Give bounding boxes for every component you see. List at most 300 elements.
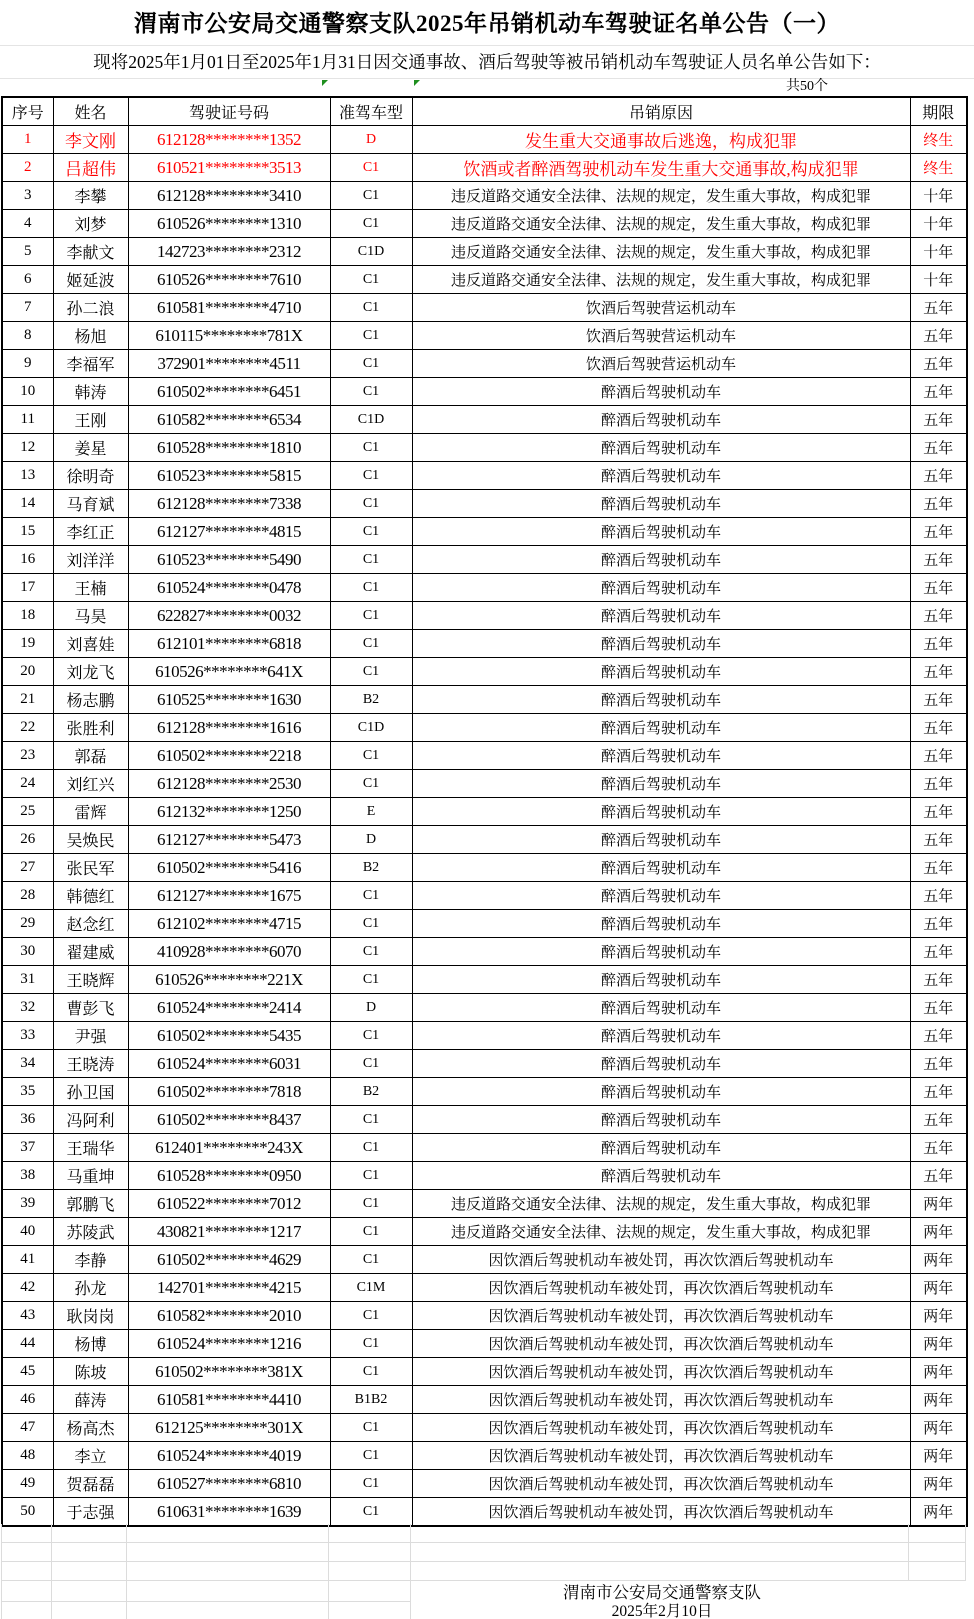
empty-grid-cell <box>909 1524 966 1543</box>
cell-name: 于志强 <box>53 1498 128 1527</box>
cell-license: 610527********6810 <box>128 1470 330 1498</box>
footer-organization: 渭南市公安局交通警察支队 <box>563 1583 761 1602</box>
table-row <box>2 854 967 882</box>
empty-grid-cell <box>411 1562 909 1581</box>
cell-name: 杨旭 <box>53 322 128 350</box>
table-row <box>2 1162 967 1190</box>
cell-period: 五年 <box>910 574 967 602</box>
empty-grid-cell <box>127 1524 329 1543</box>
cell-period: 五年 <box>910 518 967 546</box>
cell-reason: 醉酒后驾驶机动车 <box>412 462 910 490</box>
cell-license: 610581********4410 <box>128 1386 330 1414</box>
cell-license: 612128********7338 <box>128 490 330 518</box>
cell-type: E <box>330 798 412 826</box>
cell-reason: 醉酒后驾驶机动车 <box>412 518 910 546</box>
table-row <box>2 238 967 266</box>
table-row <box>2 210 967 238</box>
cell-period: 五年 <box>910 1134 967 1162</box>
header-name: 姓名 <box>53 97 128 126</box>
cell-no: 32 <box>2 994 53 1022</box>
cell-period: 五年 <box>910 294 967 322</box>
cell-name: 李文刚 <box>53 126 128 154</box>
cell-reason: 因饮酒后驾驶机动车被处罚，再次饮酒后驾驶机动车 <box>412 1386 910 1414</box>
cell-type: C1 <box>330 1498 412 1527</box>
cell-name: 李静 <box>53 1246 128 1274</box>
cell-no: 48 <box>2 1442 53 1470</box>
cell-period: 五年 <box>910 826 967 854</box>
cell-type: C1 <box>330 1470 412 1498</box>
cell-no: 29 <box>2 910 53 938</box>
cell-flag-triangle-icon <box>414 80 420 86</box>
cell-license: 610526********221X <box>128 966 330 994</box>
cell-reason: 违反道路交通安全法律、法规的规定，发生重大事故，构成犯罪 <box>412 266 910 294</box>
cell-type: B2 <box>330 1078 412 1106</box>
table-row <box>2 966 967 994</box>
cell-reason: 醉酒后驾驶机动车 <box>412 966 910 994</box>
page-subtitle: 现将2025年1月01日至2025年1月31日因交通事故、酒后驾驶等被吊销机动车驾驶证人员名单公告如下： <box>0 46 974 79</box>
cell-license: 410928********6070 <box>128 938 330 966</box>
cell-name: 王晓涛 <box>53 1050 128 1078</box>
cell-name: 赵念红 <box>53 910 128 938</box>
cell-reason: 醉酒后驾驶机动车 <box>412 490 910 518</box>
cell-name: 孙卫国 <box>53 1078 128 1106</box>
cell-period: 五年 <box>910 714 967 742</box>
cell-type: C1 <box>330 602 412 630</box>
cell-period: 终生 <box>910 154 967 182</box>
cell-license: 610502********8437 <box>128 1106 330 1134</box>
cell-reason: 醉酒后驾驶机动车 <box>412 938 910 966</box>
cell-license: 612128********3410 <box>128 182 330 210</box>
empty-grid-cell <box>52 1543 127 1562</box>
cell-period: 五年 <box>910 322 967 350</box>
empty-grid-cell <box>329 1524 411 1543</box>
cell-name: 冯阿利 <box>53 1106 128 1134</box>
cell-period: 五年 <box>910 686 967 714</box>
cell-type: C1 <box>330 1246 412 1274</box>
cell-name: 孙龙 <box>53 1274 128 1302</box>
cell-type: C1 <box>330 462 412 490</box>
cell-type: C1 <box>330 322 412 350</box>
cell-no: 12 <box>2 434 53 462</box>
cell-no: 20 <box>2 658 53 686</box>
cell-no: 25 <box>2 798 53 826</box>
table-header-row <box>2 97 967 126</box>
empty-grid-cell <box>329 1602 411 1619</box>
cell-license: 612128********1616 <box>128 714 330 742</box>
table-row <box>2 574 967 602</box>
cell-type: C1 <box>330 1050 412 1078</box>
table-row <box>2 1414 967 1442</box>
table-row <box>2 266 967 294</box>
cell-period: 五年 <box>910 658 967 686</box>
table-body <box>2 126 967 1527</box>
cell-license: 610581********4710 <box>128 294 330 322</box>
cell-license: 372901********4511 <box>128 350 330 378</box>
cell-type: C1 <box>330 770 412 798</box>
cell-reason: 发生重大交通事故后逃逸，构成犯罪 <box>412 126 910 154</box>
cell-reason: 醉酒后驾驶机动车 <box>412 882 910 910</box>
cell-type: C1 <box>330 882 412 910</box>
empty-grid-cell <box>52 1602 127 1619</box>
cell-period: 五年 <box>910 770 967 798</box>
cell-type: C1 <box>330 1190 412 1218</box>
table-row <box>2 1330 967 1358</box>
cell-license: 612128********1352 <box>128 126 330 154</box>
cell-type: C1 <box>330 154 412 182</box>
cell-license: 142723********2312 <box>128 238 330 266</box>
empty-grid-cell <box>127 1602 329 1619</box>
cell-period: 五年 <box>910 742 967 770</box>
cell-reason: 因饮酒后驾驶机动车被处罚，再次饮酒后驾驶机动车 <box>412 1330 910 1358</box>
cell-license: 142701********4215 <box>128 1274 330 1302</box>
cell-license: 612101********6818 <box>128 630 330 658</box>
table-row <box>2 910 967 938</box>
revocation-table <box>1 96 968 1527</box>
table-row <box>2 686 967 714</box>
cell-license: 622827********0032 <box>128 602 330 630</box>
cell-no: 19 <box>2 630 53 658</box>
cell-name: 薛涛 <box>53 1386 128 1414</box>
cell-reason: 醉酒后驾驶机动车 <box>412 434 910 462</box>
cell-type: C1 <box>330 1162 412 1190</box>
header-type: 准驾车型 <box>330 97 412 126</box>
table-row <box>2 406 967 434</box>
empty-grid-cell <box>329 1581 411 1602</box>
cell-name: 马昊 <box>53 602 128 630</box>
table-row <box>2 322 967 350</box>
cell-period: 两年 <box>910 1498 967 1527</box>
cell-name: 刘洋洋 <box>53 546 128 574</box>
table-row <box>2 1246 967 1274</box>
table-row <box>2 1218 967 1246</box>
cell-type: C1 <box>330 1442 412 1470</box>
table-row <box>2 1470 967 1498</box>
cell-no: 4 <box>2 210 53 238</box>
header-no: 序号 <box>2 97 53 126</box>
cell-period: 两年 <box>910 1218 967 1246</box>
empty-grid-cell <box>1 1602 52 1619</box>
cell-no: 2 <box>2 154 53 182</box>
cell-reason: 醉酒后驾驶机动车 <box>412 406 910 434</box>
cell-reason: 饮酒后驾驶营运机动车 <box>412 322 910 350</box>
cell-reason: 醉酒后驾驶机动车 <box>412 602 910 630</box>
empty-grid-cell <box>909 1562 966 1581</box>
empty-grid-row <box>1 1543 966 1562</box>
cell-type: C1 <box>330 574 412 602</box>
cell-period: 五年 <box>910 1106 967 1134</box>
cell-name: 刘龙飞 <box>53 658 128 686</box>
empty-grid-cell <box>411 1524 909 1543</box>
cell-period: 五年 <box>910 350 967 378</box>
cell-type: C1 <box>330 378 412 406</box>
cell-license: 610524********4019 <box>128 1442 330 1470</box>
cell-type: C1 <box>330 266 412 294</box>
cell-name: 吕超伟 <box>53 154 128 182</box>
cell-no: 27 <box>2 854 53 882</box>
cell-type: C1 <box>330 1218 412 1246</box>
cell-reason: 饮酒或者醉酒驾驶机动车发生重大交通事故,构成犯罪 <box>412 154 910 182</box>
cell-period: 十年 <box>910 182 967 210</box>
cell-name: 李献文 <box>53 238 128 266</box>
header-period: 期限 <box>910 97 967 126</box>
cell-name: 韩德红 <box>53 882 128 910</box>
cell-name: 杨高杰 <box>53 1414 128 1442</box>
cell-period: 两年 <box>910 1386 967 1414</box>
cell-reason: 因饮酒后驾驶机动车被处罚，再次饮酒后驾驶机动车 <box>412 1246 910 1274</box>
cell-name: 郭鹏飞 <box>53 1190 128 1218</box>
empty-grid-cell <box>127 1581 329 1602</box>
table-row <box>2 1134 967 1162</box>
cell-no: 9 <box>2 350 53 378</box>
empty-grid-cell <box>52 1524 127 1543</box>
table-row <box>2 154 967 182</box>
cell-type: D <box>330 994 412 1022</box>
empty-grid-cell <box>909 1543 966 1562</box>
cell-reason: 醉酒后驾驶机动车 <box>412 1134 910 1162</box>
cell-license: 610502********7818 <box>128 1078 330 1106</box>
table-row <box>2 1022 967 1050</box>
cell-name: 姬延波 <box>53 266 128 294</box>
cell-no: 33 <box>2 1022 53 1050</box>
cell-no: 46 <box>2 1386 53 1414</box>
table-row <box>2 126 967 154</box>
cell-no: 13 <box>2 462 53 490</box>
cell-reason: 醉酒后驾驶机动车 <box>412 1078 910 1106</box>
page-title: 渭南市公安局交通警察支队2025年吊销机动车驾驶证名单公告（一） <box>0 0 974 46</box>
cell-period: 五年 <box>910 1050 967 1078</box>
cell-name: 耿岗岗 <box>53 1302 128 1330</box>
table-row <box>2 1442 967 1470</box>
cell-no: 45 <box>2 1358 53 1386</box>
cell-no: 24 <box>2 770 53 798</box>
cell-name: 王瑞华 <box>53 1134 128 1162</box>
cell-type: C1 <box>330 910 412 938</box>
cell-type: C1D <box>330 238 412 266</box>
cell-no: 49 <box>2 1470 53 1498</box>
cell-license: 610524********2414 <box>128 994 330 1022</box>
cell-license: 610528********0950 <box>128 1162 330 1190</box>
cell-no: 35 <box>2 1078 53 1106</box>
cell-type: C1D <box>330 714 412 742</box>
cell-license: 612102********4715 <box>128 910 330 938</box>
table-row <box>2 994 967 1022</box>
cell-license: 610502********4629 <box>128 1246 330 1274</box>
cell-name: 李攀 <box>53 182 128 210</box>
cell-license: 610526********7610 <box>128 266 330 294</box>
cell-period: 五年 <box>910 462 967 490</box>
cell-no: 1 <box>2 126 53 154</box>
table-row <box>2 1302 967 1330</box>
cell-type: C1 <box>330 546 412 574</box>
cell-period: 五年 <box>910 1022 967 1050</box>
cell-reason: 醉酒后驾驶机动车 <box>412 854 910 882</box>
cell-type: B2 <box>330 686 412 714</box>
cell-no: 39 <box>2 1190 53 1218</box>
cell-reason: 醉酒后驾驶机动车 <box>412 1022 910 1050</box>
cell-no: 30 <box>2 938 53 966</box>
cell-flag-triangle-icon <box>322 80 328 86</box>
cell-name: 李福军 <box>53 350 128 378</box>
cell-period: 两年 <box>910 1414 967 1442</box>
cell-no: 15 <box>2 518 53 546</box>
cell-license: 610523********5490 <box>128 546 330 574</box>
cell-period: 十年 <box>910 266 967 294</box>
cell-no: 22 <box>2 714 53 742</box>
table-row <box>2 1106 967 1134</box>
cell-type: C1D <box>330 406 412 434</box>
cell-name: 李立 <box>53 1442 128 1470</box>
cell-name: 刘喜娃 <box>53 630 128 658</box>
cell-period: 两年 <box>910 1274 967 1302</box>
cell-license: 610528********1810 <box>128 434 330 462</box>
cell-reason: 醉酒后驾驶机动车 <box>412 714 910 742</box>
empty-grid-cell <box>329 1562 411 1581</box>
cell-reason: 醉酒后驾驶机动车 <box>412 574 910 602</box>
table-row <box>2 462 967 490</box>
table-row <box>2 882 967 910</box>
cell-license: 610522********7012 <box>128 1190 330 1218</box>
cell-reason: 醉酒后驾驶机动车 <box>412 630 910 658</box>
cell-no: 41 <box>2 1246 53 1274</box>
cell-license: 610521********3513 <box>128 154 330 182</box>
cell-no: 31 <box>2 966 53 994</box>
cell-no: 37 <box>2 1134 53 1162</box>
cell-type: C1 <box>330 1022 412 1050</box>
table-row <box>2 490 967 518</box>
cell-type: B1B2 <box>330 1386 412 1414</box>
cell-type: C1 <box>330 1134 412 1162</box>
table-row <box>2 1498 967 1527</box>
cell-no: 23 <box>2 742 53 770</box>
cell-reason: 因饮酒后驾驶机动车被处罚，再次饮酒后驾驶机动车 <box>412 1302 910 1330</box>
cell-type: C1 <box>330 1302 412 1330</box>
cell-no: 14 <box>2 490 53 518</box>
table-row <box>2 378 967 406</box>
empty-grid-row <box>1 1524 966 1543</box>
table-row <box>2 1358 967 1386</box>
cell-type: C1 <box>330 490 412 518</box>
cell-period: 两年 <box>910 1358 967 1386</box>
cell-no: 21 <box>2 686 53 714</box>
cell-period: 五年 <box>910 910 967 938</box>
cell-license: 610502********2218 <box>128 742 330 770</box>
cell-no: 34 <box>2 1050 53 1078</box>
cell-reason: 因饮酒后驾驶机动车被处罚，再次饮酒后驾驶机动车 <box>412 1274 910 1302</box>
cell-license: 610502********381X <box>128 1358 330 1386</box>
cell-reason: 醉酒后驾驶机动车 <box>412 994 910 1022</box>
cell-type: C1 <box>330 1358 412 1386</box>
empty-grid-cell <box>127 1562 329 1581</box>
cell-period: 五年 <box>910 854 967 882</box>
cell-no: 47 <box>2 1414 53 1442</box>
cell-no: 7 <box>2 294 53 322</box>
table-row <box>2 770 967 798</box>
cell-license: 610115********781X <box>128 322 330 350</box>
cell-license: 610524********1216 <box>128 1330 330 1358</box>
table-row <box>2 742 967 770</box>
header-license: 驾驶证号码 <box>128 97 330 126</box>
cell-period: 五年 <box>910 1078 967 1106</box>
table-row <box>2 1050 967 1078</box>
cell-name: 王刚 <box>53 406 128 434</box>
cell-period: 五年 <box>910 966 967 994</box>
cell-license: 610523********5815 <box>128 462 330 490</box>
cell-license: 612128********2530 <box>128 770 330 798</box>
cell-reason: 醉酒后驾驶机动车 <box>412 798 910 826</box>
cell-type: C1 <box>330 518 412 546</box>
cell-period: 五年 <box>910 630 967 658</box>
cell-period: 五年 <box>910 882 967 910</box>
cell-period: 两年 <box>910 1442 967 1470</box>
cell-license: 610582********6534 <box>128 406 330 434</box>
cell-license: 610502********6451 <box>128 378 330 406</box>
table-row <box>2 434 967 462</box>
cell-period: 五年 <box>910 798 967 826</box>
cell-type: C1 <box>330 1414 412 1442</box>
cell-reason: 因饮酒后驾驶机动车被处罚，再次饮酒后驾驶机动车 <box>412 1442 910 1470</box>
cell-no: 11 <box>2 406 53 434</box>
cell-no: 6 <box>2 266 53 294</box>
cell-name: 韩涛 <box>53 378 128 406</box>
cell-type: D <box>330 126 412 154</box>
cell-license: 430821********1217 <box>128 1218 330 1246</box>
cell-period: 十年 <box>910 210 967 238</box>
cell-reason: 饮酒后驾驶营运机动车 <box>412 350 910 378</box>
empty-grid-cell <box>52 1581 127 1602</box>
table-row <box>2 518 967 546</box>
cell-type: C1 <box>330 1106 412 1134</box>
cell-type: C1 <box>330 294 412 322</box>
cell-name: 陈坡 <box>53 1358 128 1386</box>
cell-period: 五年 <box>910 490 967 518</box>
cell-name: 王晓辉 <box>53 966 128 994</box>
cell-reason: 违反道路交通安全法律、法规的规定，发生重大事故，构成犯罪 <box>412 1218 910 1246</box>
cell-period: 五年 <box>910 938 967 966</box>
cell-name: 郭磊 <box>53 742 128 770</box>
cell-name: 刘红兴 <box>53 770 128 798</box>
footer-date: 2025年2月10日 <box>611 1603 713 1619</box>
cell-type: C1 <box>330 1330 412 1358</box>
cell-period: 十年 <box>910 238 967 266</box>
cell-period: 五年 <box>910 378 967 406</box>
cell-type: C1 <box>330 966 412 994</box>
cell-reason: 因饮酒后驾驶机动车被处罚，再次饮酒后驾驶机动车 <box>412 1470 910 1498</box>
table-row <box>2 182 967 210</box>
cell-name: 张胜利 <box>53 714 128 742</box>
cell-reason: 违反道路交通安全法律、法规的规定，发生重大事故，构成犯罪 <box>412 210 910 238</box>
cell-name: 马育斌 <box>53 490 128 518</box>
table-row <box>2 938 967 966</box>
cell-no: 17 <box>2 574 53 602</box>
cell-no: 40 <box>2 1218 53 1246</box>
table-row <box>2 630 967 658</box>
empty-grid-cell <box>1 1562 52 1581</box>
cell-reason: 因饮酒后驾驶机动车被处罚，再次饮酒后驾驶机动车 <box>412 1358 910 1386</box>
cell-period: 五年 <box>910 602 967 630</box>
cell-period: 五年 <box>910 406 967 434</box>
cell-reason: 违反道路交通安全法律、法规的规定，发生重大事故，构成犯罪 <box>412 238 910 266</box>
empty-grid-cell <box>52 1562 127 1581</box>
cell-type: C1 <box>330 350 412 378</box>
empty-grid-cell <box>1 1581 52 1602</box>
cell-reason: 醉酒后驾驶机动车 <box>412 546 910 574</box>
cell-reason: 违反道路交通安全法律、法规的规定，发生重大事故，构成犯罪 <box>412 182 910 210</box>
cell-name: 吴焕民 <box>53 826 128 854</box>
cell-reason: 因饮酒后驾驶机动车被处罚，再次饮酒后驾驶机动车 <box>412 1414 910 1442</box>
cell-period: 两年 <box>910 1190 967 1218</box>
cell-reason: 醉酒后驾驶机动车 <box>412 1050 910 1078</box>
cell-name: 姜星 <box>53 434 128 462</box>
